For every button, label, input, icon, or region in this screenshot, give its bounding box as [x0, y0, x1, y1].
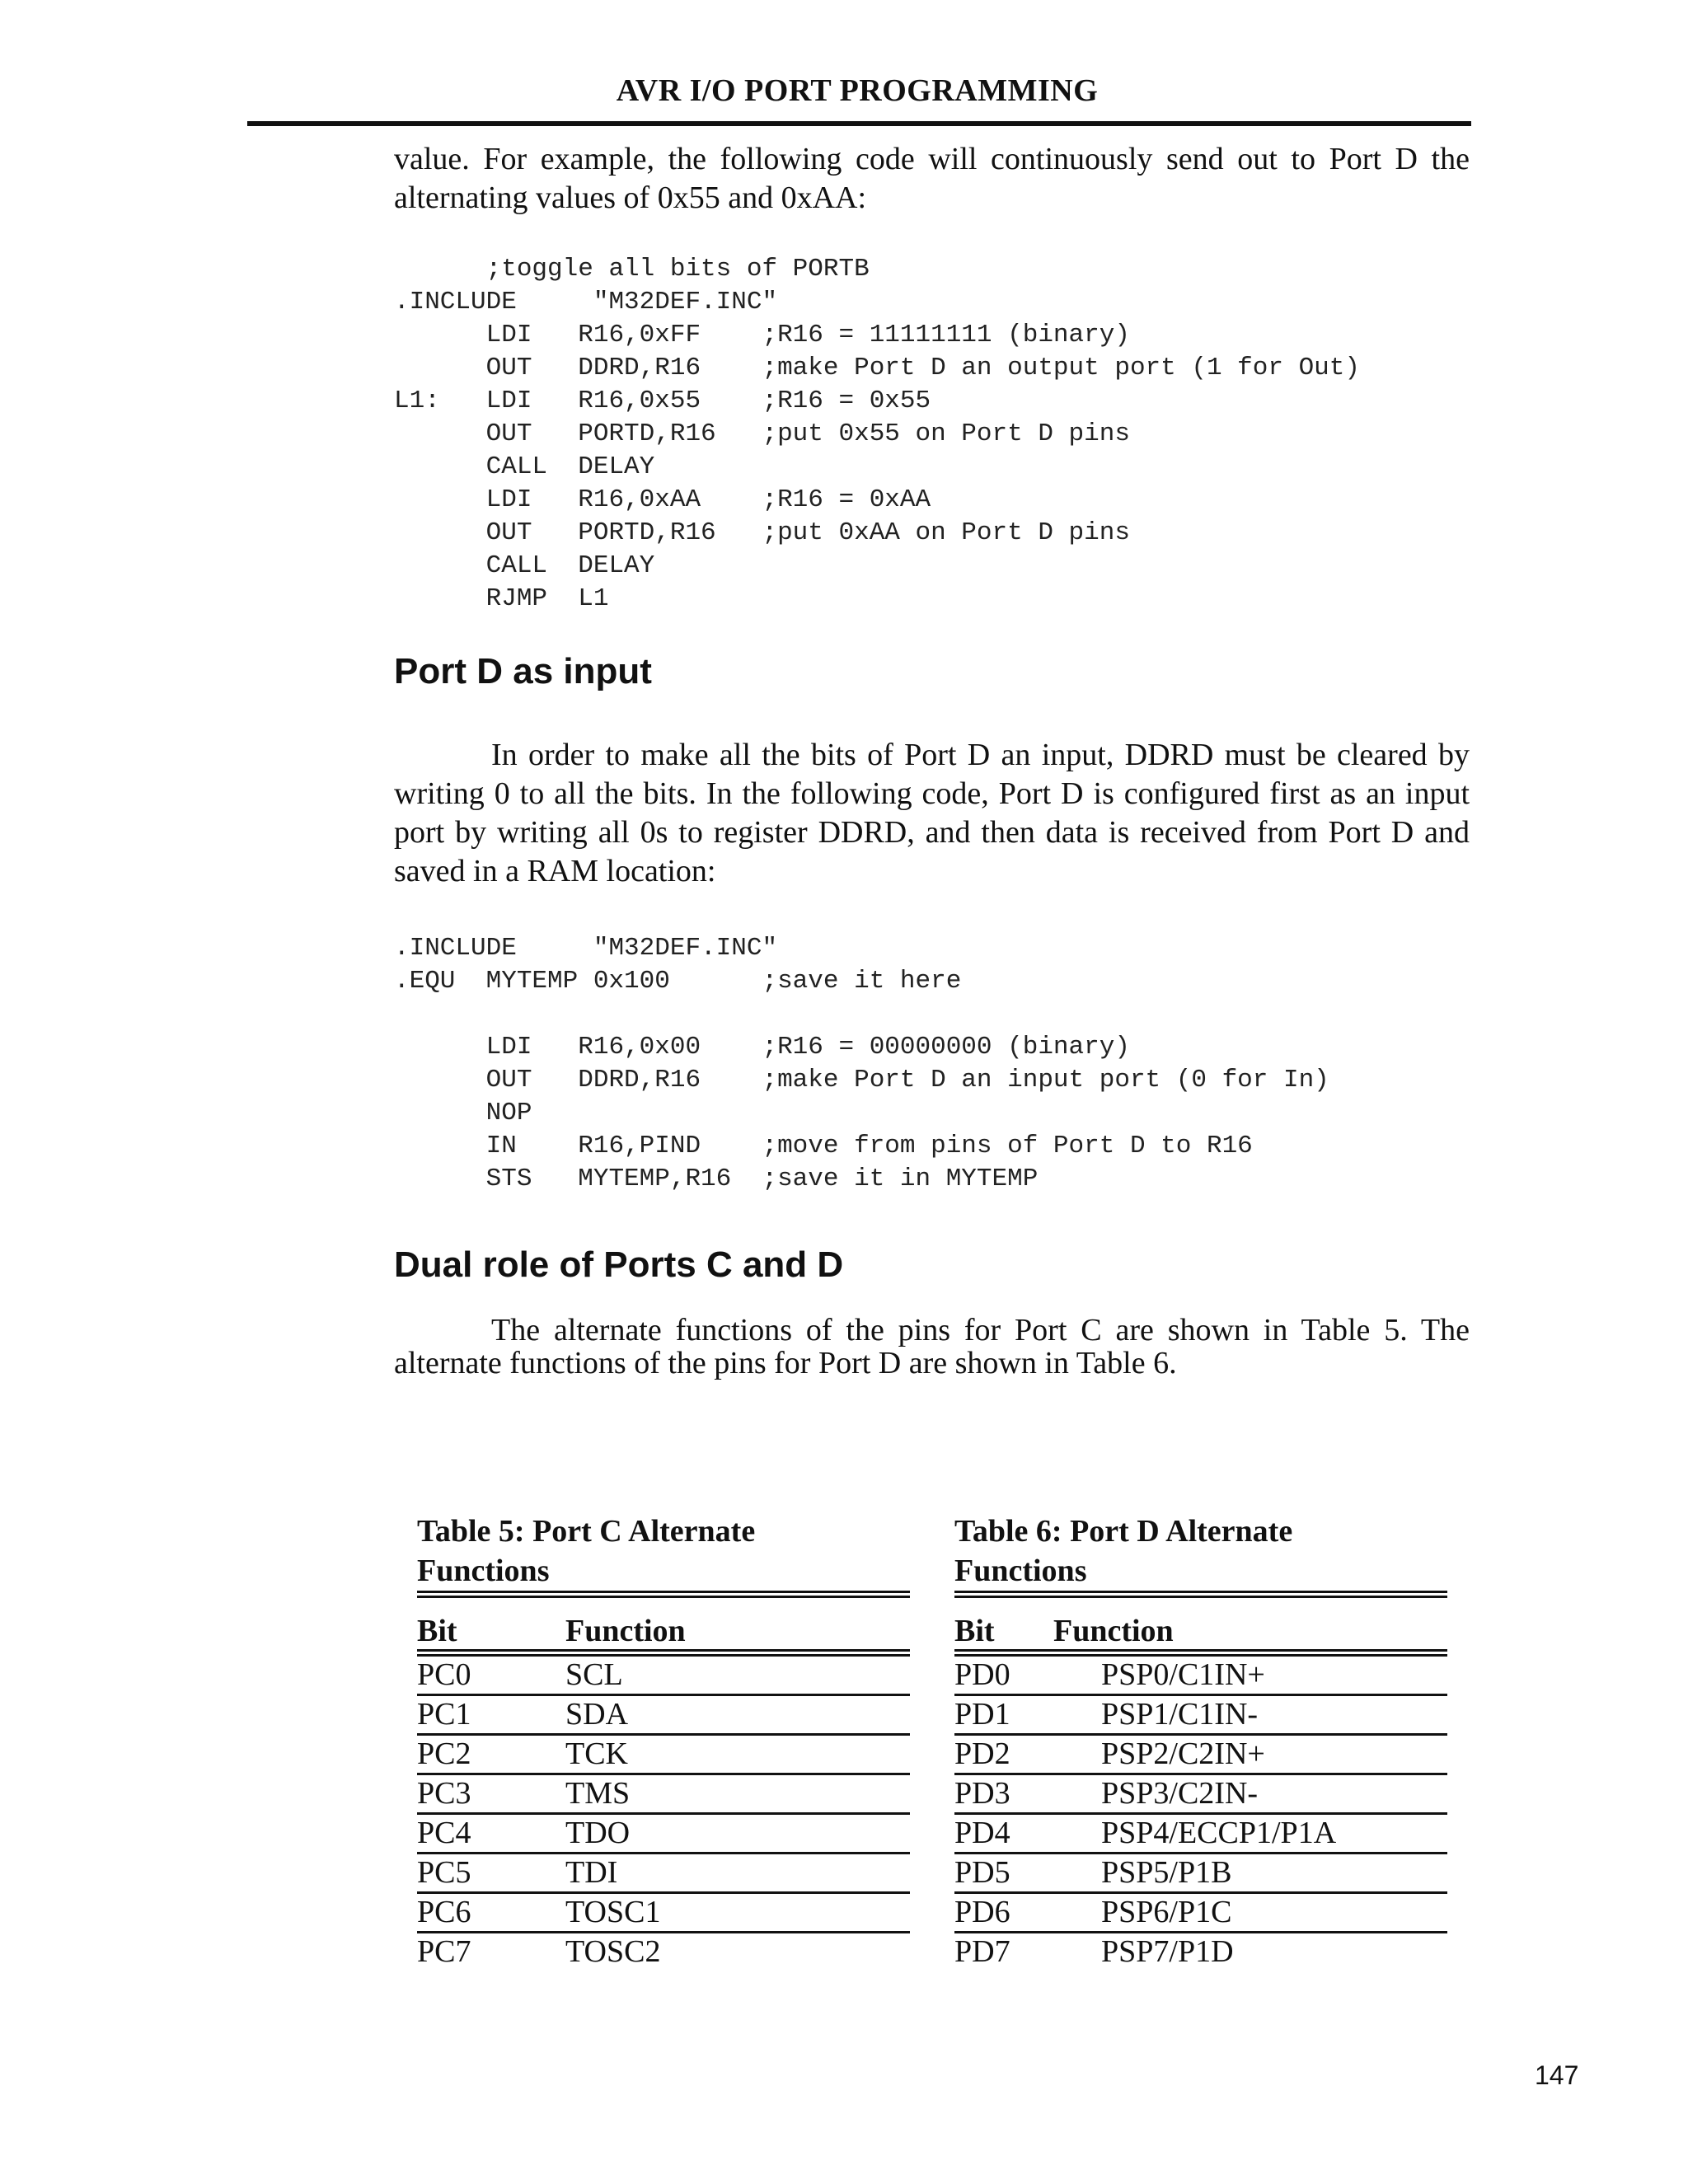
table-row: [954, 1894, 1447, 1933]
header-rule: [247, 121, 1471, 126]
cell-function: PSP4/ECCP1/P1A: [1101, 1816, 1337, 1850]
code-line: .EQU MYTEMP 0x100 ;save it here: [394, 967, 962, 996]
cell-bit: PC3: [417, 1776, 471, 1811]
cell-function: TOSC1: [565, 1895, 661, 1929]
cell-bit: PC6: [417, 1895, 471, 1929]
column-header-function: Function: [565, 1614, 686, 1648]
cell-function: SCL: [565, 1657, 623, 1692]
cell-bit: PD1: [954, 1697, 1010, 1732]
cell-function: PSP5/P1B: [1101, 1855, 1232, 1890]
code-line: NOP: [394, 1099, 532, 1127]
intro-paragraph: value. For example, the following code will continuously send out to Port D the alternating values of 0x55 and 0xAA:: [394, 142, 1470, 215]
column-header-bit: Bit: [954, 1614, 995, 1648]
column-header-function: Function: [1053, 1614, 1174, 1648]
cell-function: PSP6/P1C: [1101, 1895, 1232, 1929]
code-line: STS MYTEMP,R16 ;save it in MYTEMP: [394, 1165, 1039, 1193]
cell-bit: PD4: [954, 1816, 1010, 1850]
table-row: [417, 1894, 910, 1933]
table-row: [954, 1854, 1447, 1894]
cell-bit: PD6: [954, 1895, 1010, 1929]
section-heading-port-d-input: Port D as input: [394, 651, 652, 691]
code-line: CALL DELAY: [394, 452, 655, 481]
cell-bit: PC4: [417, 1816, 471, 1850]
table-row: [954, 1657, 1447, 1696]
table-caption-line: Table 6: Port D Alternate: [954, 1514, 1293, 1549]
code-line: LDI R16,0xAA ;R16 = 0xAA: [394, 485, 931, 514]
table-port-c-alternate-functions: [417, 1511, 910, 1971]
cell-function: SDA: [565, 1697, 629, 1732]
table-port-d-alternate-functions: [954, 1511, 1447, 1971]
code-line: RJMP L1: [394, 584, 609, 613]
table-caption: [417, 1511, 910, 1591]
cell-bit: PC1: [417, 1697, 471, 1732]
cell-bit: PD0: [954, 1657, 1010, 1692]
table-header-rule: [417, 1649, 910, 1657]
code-listing-input: [394, 932, 1329, 1196]
table-row: [417, 1815, 910, 1854]
running-header: AVR I/O PORT PROGRAMMING: [616, 73, 1099, 108]
table-row: [954, 1696, 1447, 1736]
table-caption-line: Functions: [954, 1554, 1087, 1588]
cell-function: TCK: [565, 1736, 628, 1771]
table-header-rule: [954, 1649, 1447, 1657]
cell-bit: PD7: [954, 1934, 1010, 1969]
cell-function: PSP7/P1D: [1101, 1934, 1234, 1969]
port-d-input-paragraph: In order to make all the bits of Port D an input, DDRD must be cleared by writing 0 to all the bits. In the following code, Port D is configured first as an input port by writing all 0s to register DDRD, and then data is received from Port D and saved in a RAM location:: [394, 738, 1470, 888]
code-line: OUT PORTD,R16 ;put 0xAA on Port D pins: [394, 518, 1130, 547]
dual-role-paragraph: The alternate functions of the pins for Port C are shown in Table 5. The alternate functions of the pins for Port D are shown in Table 6.: [394, 1313, 1470, 1380]
code-line: LDI R16,0x00 ;R16 = 00000000 (binary): [394, 1033, 1130, 1062]
table-row: [417, 1854, 910, 1894]
table-row: [954, 1736, 1447, 1775]
table-row: [417, 1657, 910, 1696]
code-line: OUT DDRD,R16 ;make Port D an output port (1 for Out): [394, 354, 1360, 382]
table-caption-line: Table 5: Port C Alternate: [417, 1514, 756, 1549]
section-heading-dual-role: Dual role of Ports C and D: [394, 1244, 844, 1285]
cell-function: PSP0/C1IN+: [1101, 1657, 1265, 1692]
table-top-rule: [954, 1591, 1447, 1598]
cell-function: TOSC2: [565, 1934, 661, 1969]
code-line: L1: LDI R16,0x55 ;R16 = 0x55: [394, 387, 931, 415]
cell-function: TDI: [565, 1855, 618, 1890]
code-line: ;toggle all bits of PORTB: [394, 255, 870, 284]
cell-bit: PD2: [954, 1736, 1010, 1771]
code-line: OUT DDRD,R16 ;make Port D an input port (0 for In): [394, 1066, 1329, 1094]
table-row: [954, 1815, 1447, 1854]
code-line: .INCLUDE "M32DEF.INC": [394, 934, 778, 963]
column-header-bit: Bit: [417, 1614, 457, 1648]
code-line: LDI R16,0xFF ;R16 = 11111111 (binary): [394, 321, 1130, 349]
table-row: [417, 1736, 910, 1775]
cell-function: PSP2/C2IN+: [1101, 1736, 1265, 1771]
cell-function: TDO: [565, 1816, 631, 1850]
cell-function: PSP1/C1IN-: [1101, 1697, 1259, 1732]
table-row: [954, 1933, 1447, 1971]
cell-function: TMS: [565, 1776, 631, 1811]
table-caption-line: Functions: [417, 1554, 550, 1588]
cell-function: PSP3/C2IN-: [1101, 1776, 1259, 1811]
cell-bit: PC0: [417, 1657, 471, 1692]
cell-bit: PC5: [417, 1855, 471, 1890]
table-body: [417, 1657, 910, 1971]
code-listing-toggle: [394, 253, 1360, 616]
table-row: [417, 1933, 910, 1971]
cell-bit: PC7: [417, 1934, 471, 1969]
cell-bit: PD3: [954, 1776, 1010, 1811]
cell-bit: PD5: [954, 1855, 1010, 1890]
table-body: [954, 1657, 1447, 1971]
table-top-rule: [417, 1591, 910, 1598]
code-line: OUT PORTD,R16 ;put 0x55 on Port D pins: [394, 419, 1130, 448]
cell-bit: PC2: [417, 1736, 471, 1771]
code-line: .INCLUDE "M32DEF.INC": [394, 288, 778, 316]
table-header-row: [417, 1598, 910, 1649]
table-header-row: [954, 1598, 1447, 1649]
code-line: IN R16,PIND ;move from pins of Port D to R16: [394, 1132, 1253, 1160]
table-caption: [954, 1511, 1447, 1591]
table-row: [954, 1775, 1447, 1815]
page-number: 147: [1535, 2060, 1579, 2090]
table-row: [417, 1696, 910, 1736]
code-line: CALL DELAY: [394, 551, 655, 580]
table-row: [417, 1775, 910, 1815]
